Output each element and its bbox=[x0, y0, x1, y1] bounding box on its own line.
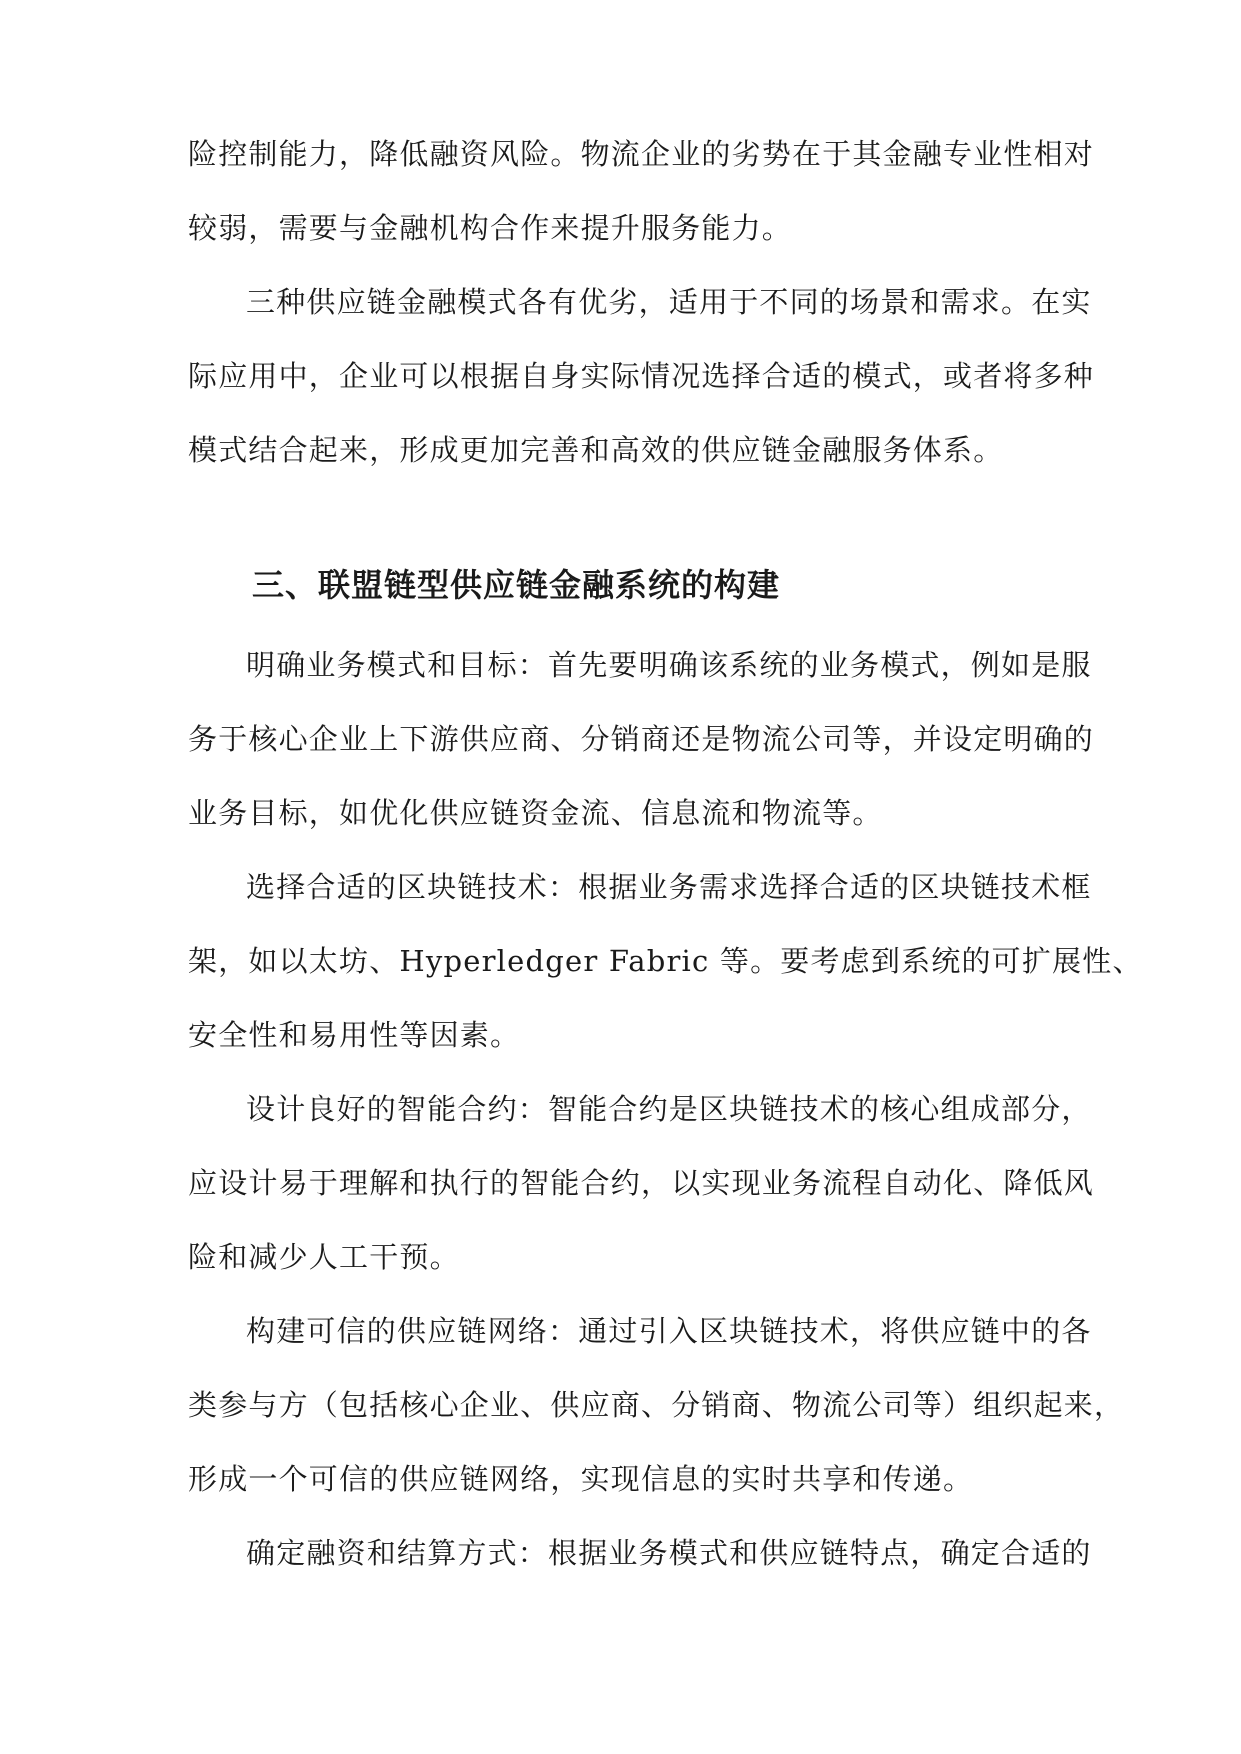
paragraph-line: 确定融资和结算方式：根据业务模式和供应链特点，确定合适的 bbox=[246, 1536, 1092, 1570]
paragraph-line: 安全性和易用性等因素。 bbox=[188, 1018, 521, 1052]
paragraph-line: 形成一个可信的供应链网络，实现信息的实时共享和传递。 bbox=[188, 1462, 974, 1496]
paragraph-line: 应设计易于理解和执行的智能合约，以实现业务流程自动化、降低风 bbox=[188, 1166, 1095, 1200]
paragraph-line: 选择合适的区块链技术：根据业务需求选择合适的区块链技术框 bbox=[246, 870, 1092, 904]
paragraph-line: 构建可信的供应链网络：通过引入区块链技术，将供应链中的各 bbox=[246, 1314, 1092, 1348]
paragraph-line: 设计良好的智能合约：智能合约是区块链技术的核心组成部分， bbox=[246, 1092, 1092, 1126]
section-1-text bbox=[188, 117, 1095, 487]
paragraph-line: 三种供应链金融模式各有优劣，适用于不同的场景和需求。在实 bbox=[246, 285, 1092, 319]
paragraph-line: 模式结合起来，形成更加完善和高效的供应链金融服务体系。 bbox=[188, 433, 1004, 467]
section-2-text bbox=[188, 628, 1143, 1590]
paragraph-line: 类参与方（包括核心企业、供应商、分销商、物流公司等）组织起来， bbox=[188, 1388, 1125, 1422]
paragraph-line: 明确业务模式和目标：首先要明确该系统的业务模式，例如是服 bbox=[246, 648, 1092, 682]
paragraph-line: 际应用中，企业可以根据自身实际情况选择合适的模式，或者将多种 bbox=[188, 359, 1095, 393]
section-heading: 三、联盟链型供应链金融系统的构建 bbox=[252, 566, 781, 604]
paragraph-line: 务于核心企业上下游供应商、分销商还是物流公司等，并设定明确的 bbox=[188, 722, 1095, 756]
paragraph-line: 险控制能力，降低融资风险。物流企业的劣势在于其金融专业性相对 bbox=[188, 137, 1095, 171]
paragraph-line: 业务目标，如优化供应链资金流、信息流和物流等。 bbox=[188, 796, 883, 830]
paragraph-line: 较弱，需要与金融机构合作来提升服务能力。 bbox=[188, 211, 793, 245]
paragraph-line: 险和减少人工干预。 bbox=[188, 1240, 460, 1274]
paragraph-line: 架，如以太坊、Hyperledger Fabric 等。要考虑到系统的可扩展性、 bbox=[188, 944, 1143, 978]
